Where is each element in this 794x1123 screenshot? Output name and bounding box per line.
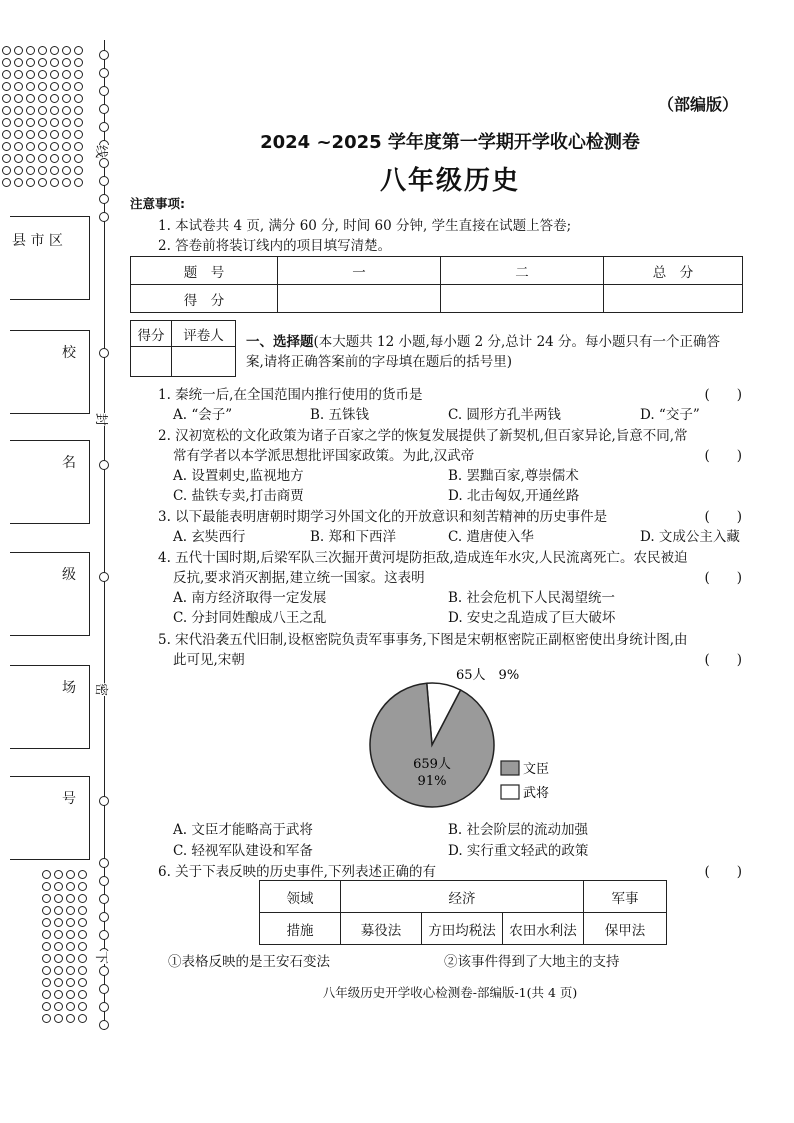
binding-hole	[99, 1020, 109, 1030]
punch-dot	[62, 118, 71, 127]
q5-answer-paren[interactable]: ( )	[704, 652, 742, 668]
binding-hole	[99, 984, 109, 994]
punch-dot	[14, 58, 23, 67]
legend-label-wenchen: 文臣	[523, 762, 550, 777]
punch-dot	[54, 930, 63, 939]
q2-option-c: C. 盐铁专卖,打击商贾	[173, 488, 304, 504]
punch-dot	[78, 870, 87, 879]
punch-dot	[14, 70, 23, 79]
punch-dot	[54, 942, 63, 951]
punch-dot	[26, 154, 35, 163]
punch-dot	[54, 954, 63, 963]
grader-table	[130, 320, 236, 377]
punch-dot	[62, 70, 71, 79]
punch-dot	[66, 954, 75, 963]
punch-dot	[26, 142, 35, 151]
punch-dot	[78, 930, 87, 939]
q1-option-c: C. 圆形方孔半两钱	[448, 407, 561, 423]
punch-dot	[78, 1014, 87, 1023]
punch-dot	[62, 58, 71, 67]
binding-hole	[99, 158, 109, 168]
q1-stem: 1. 秦统一后,在全国范围内推行使用的货币是	[158, 387, 423, 403]
edition-label: （部编版）	[657, 95, 738, 114]
legend-swatch-wujiang	[501, 785, 519, 799]
punch-dot	[2, 166, 11, 175]
punch-dot	[42, 918, 51, 927]
q6-statement-2: ②该事件得到了大地主的支持	[444, 954, 620, 970]
punch-dot	[2, 154, 11, 163]
punch-dot	[54, 1014, 63, 1023]
q5-option-d: D. 实行重文轻武的政策	[448, 843, 589, 859]
q2-answer-paren[interactable]: ( )	[704, 448, 742, 464]
punch-dot	[50, 154, 59, 163]
punch-dot	[66, 942, 75, 951]
punch-dot	[78, 894, 87, 903]
reform-cell-baojia: 保甲法	[584, 913, 667, 945]
punch-dot	[38, 154, 47, 163]
score-cell-total[interactable]	[604, 285, 743, 313]
reform-cell-nongtian: 农田水利法	[503, 913, 584, 945]
punch-dot	[14, 178, 23, 187]
punch-dots-bottom	[42, 870, 87, 1023]
punch-dot	[38, 46, 47, 55]
punch-dot	[38, 118, 47, 127]
punch-dot	[66, 882, 75, 891]
section1-heading: 一、选择题	[246, 334, 314, 350]
binding-hole	[99, 1002, 109, 1012]
punch-dot	[78, 978, 87, 987]
pie-label-wenchen-pct: 91%	[417, 774, 447, 789]
punch-dot	[14, 166, 23, 175]
punch-dot	[42, 990, 51, 999]
legend-label-wujiang: 武将	[523, 786, 550, 801]
punch-dot	[26, 46, 35, 55]
punch-dot	[26, 178, 35, 187]
binding-hole	[99, 966, 109, 976]
punch-dot	[74, 58, 83, 67]
binding-hole	[99, 858, 109, 868]
punch-dot	[26, 58, 35, 67]
punch-dot	[50, 142, 59, 151]
pie-label-wenchen-count: 659人	[413, 757, 451, 772]
binding-hole	[99, 86, 109, 96]
punch-dot	[66, 930, 75, 939]
field-label-name: 名	[62, 455, 76, 471]
punch-dot	[26, 70, 35, 79]
q4-answer-paren[interactable]: ( )	[704, 570, 742, 586]
punch-dot	[62, 178, 71, 187]
punch-dot	[42, 966, 51, 975]
punch-dot	[26, 130, 35, 139]
punch-dot	[74, 94, 83, 103]
punch-dot	[54, 966, 63, 975]
q5-option-a: A. 文臣才能略高于武将	[173, 822, 313, 838]
punch-dot	[78, 882, 87, 891]
q6-stem: 6. 关于下表反映的历史事件,下列表述正确的有	[158, 864, 436, 880]
punch-dot	[14, 46, 23, 55]
field-box-class[interactable]	[10, 552, 90, 636]
punch-dot	[50, 46, 59, 55]
binding-hole	[99, 460, 109, 470]
punch-dot	[62, 142, 71, 151]
subject-title: 八年级历史	[379, 166, 520, 196]
punch-dot	[74, 166, 83, 175]
q5-stem-1: 5. 宋代沿袭五代旧制,设枢密院负责军事事务,下图是宋朝枢密院正副枢密使出身统计图,由	[158, 632, 688, 648]
field-label-room: 场	[62, 680, 76, 696]
punch-dot	[2, 82, 11, 91]
punch-dot	[42, 894, 51, 903]
q3-option-c: C. 遣唐使入华	[448, 529, 534, 545]
punch-dot	[42, 1014, 51, 1023]
punch-dot	[78, 906, 87, 915]
punch-dot	[2, 106, 11, 115]
score-row-label: 得 分	[131, 285, 278, 313]
reform-header-military: 军事	[584, 881, 667, 913]
binding-hole	[99, 122, 109, 132]
punch-dot	[78, 918, 87, 927]
punch-dot	[42, 954, 51, 963]
punch-dot	[66, 978, 75, 987]
score-cell-part1[interactable]	[278, 285, 441, 313]
binding-char-xian: 线	[93, 145, 112, 158]
punch-dot	[38, 70, 47, 79]
q2-stem-1: 2. 汉初宽松的文化政策为诸子百家之学的恢复发展提供了新契机,但百家异论,旨意不同,常	[158, 428, 688, 444]
binding-hole	[99, 912, 109, 922]
field-box-county[interactable]	[10, 216, 90, 300]
q3-stem: 3. 以下最能表明唐朝时期学习外国文化的开放意识和刻苦精神的历史事件是	[158, 509, 608, 525]
punch-dot	[2, 118, 11, 127]
section1-line1	[246, 330, 720, 350]
punch-dot	[38, 166, 47, 175]
q3-option-a: A. 玄奘西行	[173, 529, 246, 545]
binding-hole	[99, 930, 109, 940]
binding-hole	[99, 796, 109, 806]
punch-dot	[62, 94, 71, 103]
punch-dot	[38, 106, 47, 115]
punch-dot	[14, 106, 23, 115]
punch-dot	[50, 130, 59, 139]
punch-dot	[66, 1014, 75, 1023]
punch-dot	[54, 906, 63, 915]
field-box-school[interactable]	[10, 330, 90, 414]
punch-dot	[66, 894, 75, 903]
q4-stem-1: 4. 五代十国时期,后梁军队三次掘开黄河堤防拒敌,造成连年水灾,人民流离死亡。农民被迫	[158, 550, 688, 566]
punch-dot	[78, 942, 87, 951]
punch-dot	[66, 1002, 75, 1011]
punch-dot	[78, 966, 87, 975]
q3-option-b: B. 郑和下西洋	[310, 529, 397, 545]
punch-dot	[50, 118, 59, 127]
binding-hole	[99, 876, 109, 886]
punch-dot	[42, 1002, 51, 1011]
punch-dot	[2, 178, 11, 187]
reform-header-domain: 领域	[260, 881, 341, 913]
punch-dot	[78, 954, 87, 963]
punch-dot	[14, 142, 23, 151]
punch-dot	[38, 142, 47, 151]
punch-dot	[2, 142, 11, 151]
q3-answer-paren[interactable]: ( )	[704, 509, 742, 525]
punch-dot	[74, 82, 83, 91]
q3-option-d: D. 文成公主入藏	[640, 529, 740, 545]
score-header-label: 题 号	[131, 257, 278, 285]
punch-dot	[62, 154, 71, 163]
punch-dot	[54, 918, 63, 927]
field-box-name[interactable]	[10, 440, 90, 524]
q1-answer-paren[interactable]: ( )	[704, 387, 742, 403]
punch-dot	[62, 82, 71, 91]
punch-dot	[14, 94, 23, 103]
reform-row-label: 措施	[260, 913, 341, 945]
legend-swatch-wenchen	[501, 761, 519, 775]
punch-dot	[42, 942, 51, 951]
reform-header-economy: 经济	[341, 881, 584, 913]
exam-title: 2024 ~2025 学年度第一学期开学收心检测卷	[260, 132, 640, 153]
punch-dot	[54, 870, 63, 879]
punch-dot	[42, 978, 51, 987]
grader-name-cell[interactable]	[172, 347, 236, 377]
binding-hole	[99, 348, 109, 358]
q5-option-b: B. 社会阶层的流动加强	[448, 822, 589, 838]
punch-dot	[74, 178, 83, 187]
notice-item-2: 2. 答卷前将装订线内的项目填写清楚。	[158, 238, 392, 254]
punch-dot	[50, 58, 59, 67]
punch-dot	[26, 106, 35, 115]
binding-hole	[99, 894, 109, 904]
punch-dot	[78, 1002, 87, 1011]
q5-option-c: C. 轻视军队建设和军备	[173, 843, 313, 859]
punch-dot	[26, 94, 35, 103]
punch-dot	[14, 130, 23, 139]
punch-dot	[74, 154, 83, 163]
punch-dot	[14, 154, 23, 163]
punch-dot	[2, 46, 11, 55]
punch-dot	[42, 906, 51, 915]
binding-char-xia: 下	[93, 951, 112, 964]
section1-desc-1: (本大题共 12 小题,每小题 2 分,总计 24 分。每小题只有一个正确答	[313, 334, 721, 350]
punch-dot	[62, 130, 71, 139]
punch-dot	[42, 882, 51, 891]
q1-option-a: A. “会子”	[173, 407, 233, 423]
punch-dot	[54, 978, 63, 987]
score-table	[130, 256, 743, 313]
field-box-room[interactable]	[10, 665, 90, 749]
punch-dot	[66, 870, 75, 879]
q2-option-d: D. 北击匈奴,开通丝路	[448, 488, 580, 504]
punch-dot	[50, 106, 59, 115]
punch-dot	[38, 130, 47, 139]
grader-score-header: 得分	[131, 321, 172, 347]
binding-char-mi: 密	[93, 683, 112, 696]
punch-dot	[2, 94, 11, 103]
notice-item-1: 1. 本试卷共 4 页, 满分 60 分, 时间 60 分钟, 学生直接在试题上答卷;	[158, 218, 572, 234]
binding-hole	[99, 50, 109, 60]
binding-hole	[99, 572, 109, 582]
binding-hole	[99, 194, 109, 204]
punch-dot	[38, 82, 47, 91]
punch-dot	[74, 142, 83, 151]
punch-dot	[54, 882, 63, 891]
score-header-part2: 二	[441, 257, 604, 285]
punch-dot	[50, 94, 59, 103]
q1-option-b: B. 五铢钱	[310, 407, 370, 423]
punch-dot	[50, 178, 59, 187]
punch-dot	[66, 918, 75, 927]
punch-dot	[78, 990, 87, 999]
section1-desc-2: 案,请将正确答案前的字母填在题后的括号里)	[246, 354, 513, 370]
pie-label-wujiang: 65人 9%	[456, 668, 520, 683]
grader-name-header: 评卷人	[172, 321, 236, 347]
punch-dot	[50, 166, 59, 175]
punch-dot	[50, 82, 59, 91]
q6-answer-paren[interactable]: ( )	[704, 864, 742, 880]
score-cell-part2[interactable]	[441, 285, 604, 313]
punch-dot	[2, 58, 11, 67]
punch-dot	[38, 94, 47, 103]
punch-dot	[42, 870, 51, 879]
q2-stem-2: 常有学者以本学派思想批评国家政策。为此,汉武帝	[173, 448, 475, 464]
punch-dot	[14, 118, 23, 127]
q4-option-b: B. 社会危机下人民渴望统一	[448, 590, 616, 606]
punch-dot	[74, 130, 83, 139]
punch-dot	[62, 46, 71, 55]
punch-dot	[62, 106, 71, 115]
q4-stem-2: 反抗,要求消灭割据,建立统一国家。这表明	[173, 570, 425, 586]
field-label-class: 级	[62, 567, 76, 583]
punch-dot	[14, 82, 23, 91]
q4-option-a: A. 南方经济取得一定发展	[173, 590, 327, 606]
binding-hole	[99, 176, 109, 186]
q4-option-d: D. 安史之乱造成了巨大破坏	[448, 610, 616, 626]
punch-dot	[26, 118, 35, 127]
punch-dot	[74, 70, 83, 79]
punch-dot	[54, 990, 63, 999]
punch-dot	[54, 894, 63, 903]
page-footer: 八年级历史开学收心检测卷-部编版-1(共 4 页)	[322, 985, 578, 1000]
punch-dot	[66, 990, 75, 999]
punch-dot	[42, 930, 51, 939]
score-header-total: 总 分	[604, 257, 743, 285]
reform-cell-fangtian: 方田均税法	[422, 913, 503, 945]
punch-dot	[2, 70, 11, 79]
punch-dot	[38, 178, 47, 187]
punch-dot	[66, 906, 75, 915]
field-label-school: 校	[62, 345, 76, 361]
punch-dot	[62, 166, 71, 175]
q2-option-b: B. 罢黜百家,尊崇儒术	[448, 468, 579, 484]
q5-stem-2: 此可见,宋朝	[173, 652, 245, 668]
binding-hole	[99, 104, 109, 114]
q4-option-c: C. 分封同姓酿成八王之乱	[173, 610, 327, 626]
punch-dot	[26, 166, 35, 175]
reform-cell-muyi: 募役法	[341, 913, 422, 945]
grader-score-cell[interactable]	[131, 347, 172, 377]
q2-option-a: A. 设置刺史,监视地方	[173, 468, 304, 484]
field-label-seat: 号	[62, 791, 76, 807]
pie-chart	[360, 660, 580, 810]
field-box-seat[interactable]	[10, 776, 90, 860]
binding-hole	[99, 68, 109, 78]
reform-table	[259, 880, 667, 945]
field-label-county: 县 市 区	[12, 233, 63, 249]
score-header-part1: 一	[278, 257, 441, 285]
punch-dot	[74, 118, 83, 127]
punch-dot	[74, 46, 83, 55]
q1-option-d: D. “交子”	[640, 407, 700, 423]
punch-dot	[74, 106, 83, 115]
punch-dot	[54, 1002, 63, 1011]
punch-dot	[50, 70, 59, 79]
punch-dot	[26, 82, 35, 91]
binding-char-feng: 封	[93, 413, 112, 426]
punch-dots-top	[2, 46, 83, 187]
punch-dot	[2, 130, 11, 139]
q6-statement-1: ①表格反映的是王安石变法	[168, 954, 330, 970]
punch-dot	[38, 58, 47, 67]
notice-heading: 注意事项:	[130, 196, 185, 211]
binding-hole	[99, 212, 109, 222]
punch-dot	[66, 966, 75, 975]
